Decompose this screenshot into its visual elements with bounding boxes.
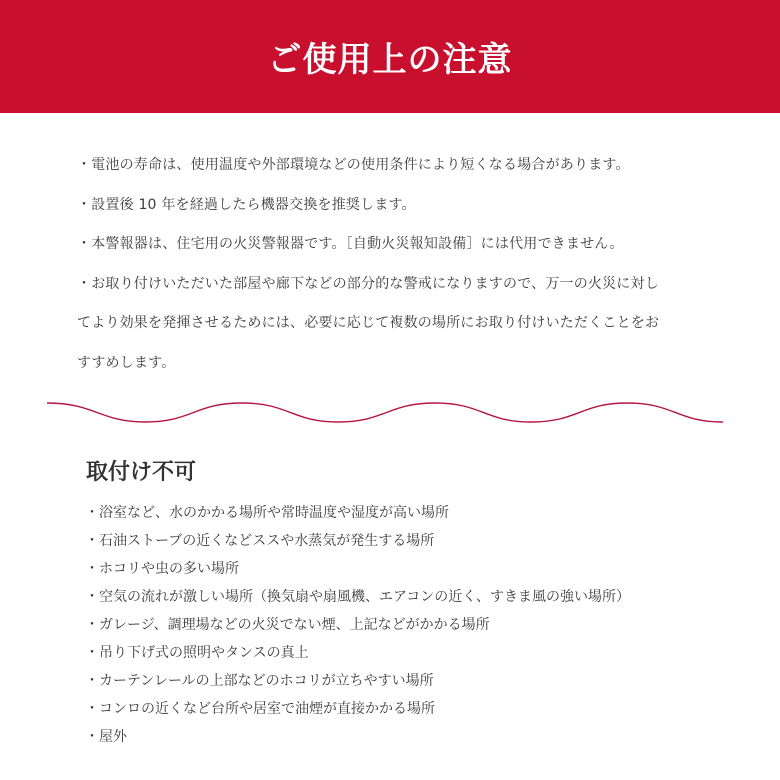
- prohibited-list: [85, 500, 630, 752]
- page-title: ご使用上の注意: [267, 40, 513, 80]
- wave-divider: [0, 395, 780, 435]
- note-line: ・設置後 10 年を経過したら機器交換を推奨します。: [77, 196, 416, 213]
- list-item: ・ガレージ、調理場などの火災でない煙、上記などがかかる場所: [85, 617, 490, 633]
- list-item: ・ホコリや虫の多い場所: [85, 561, 239, 577]
- note-line: てより効果を発揮させるためには、必要に応じて複数の場所にお取り付けいただくことをお: [77, 315, 660, 331]
- list-item: ・石油ストーブの近くなどススや水蒸気が発生する場所: [85, 533, 435, 549]
- usage-notes: [77, 153, 697, 390]
- note-line: ・電池の寿命は、使用温度や外部環境などの使用条件により短くなる場合があります。: [77, 157, 630, 173]
- note-line: すすめします。: [77, 354, 176, 371]
- list-item: ・空気の流れが激しい場所（換気扇や扇風機、エアコンの近く、すきま風の強い場所）: [85, 589, 631, 605]
- note-line: ・本警報器は、住宅用の火災警報器です。［自動火災報知設備］には代用できません。: [77, 236, 624, 252]
- list-item: ・カーテンレールの上部などのホコリが立ちやすい場所: [85, 673, 434, 689]
- header-banner: [0, 0, 780, 113]
- note-line: ・お取り付けいただいた部屋や廊下などの部分的な警戒になりますので、万一の火災に対し: [77, 275, 659, 292]
- list-item: ・吊り下げ式の照明やタンスの真上: [85, 645, 309, 661]
- list-item: ・浴室など、水のかかる場所や常時温度や湿度が高い場所: [85, 505, 449, 521]
- list-item: ・屋外: [85, 729, 127, 745]
- list-item: ・コンロの近くなど台所や居室で油煙が直接かかる場所: [85, 701, 435, 717]
- prohibited-heading: 取付け不可: [86, 460, 197, 485]
